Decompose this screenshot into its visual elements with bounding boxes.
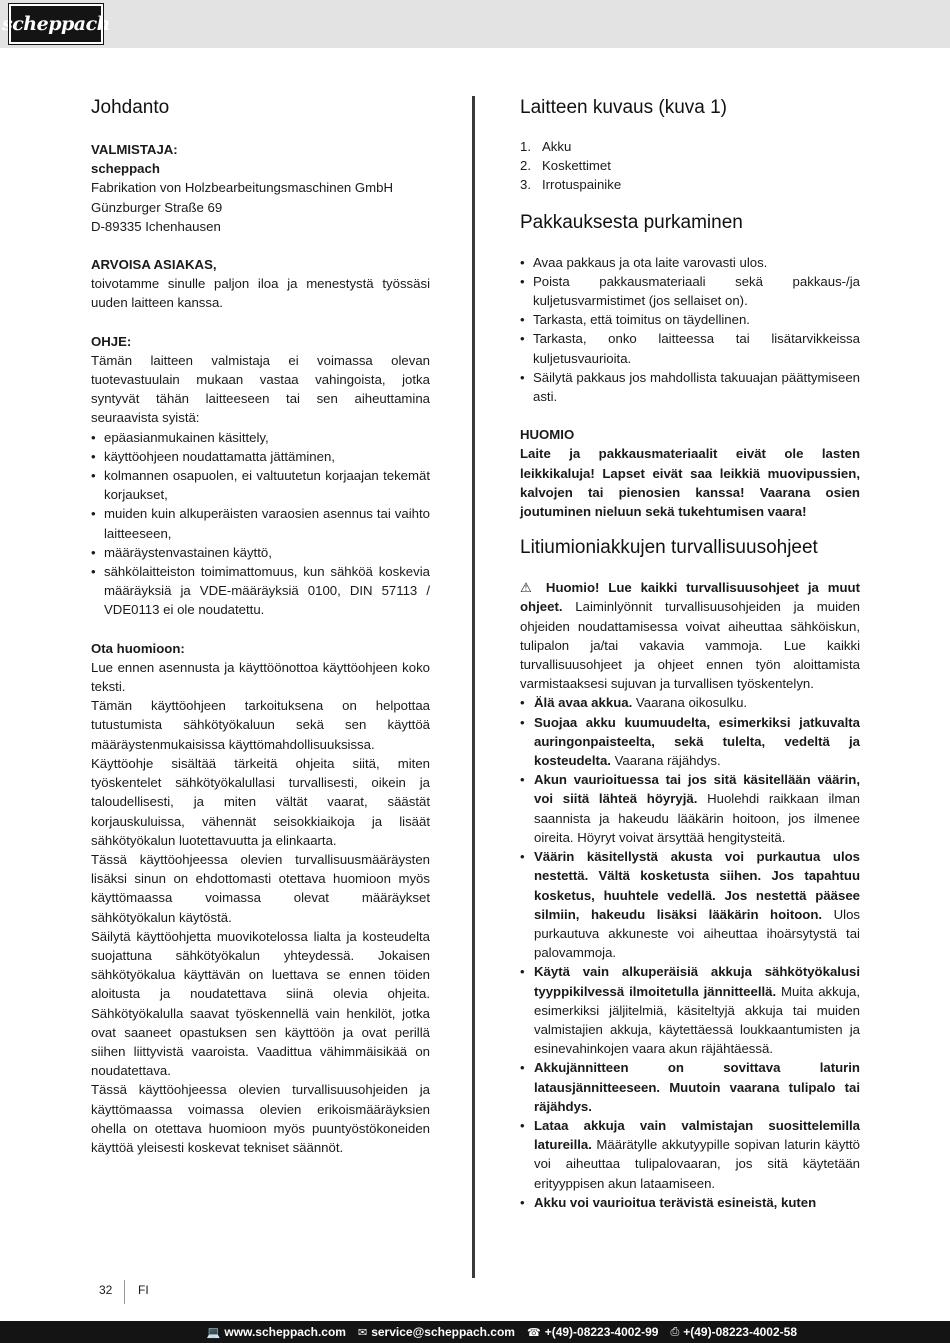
safety-intro: ⚠ Huomio! Lue kaikki turvallisuusohjeet ja muut ohjeet. Laiminlyönnit turvallisuusohjeiden ja muiden ohjeiden noudattamisessa voivat aiheuttaa sähköiskun, tulipalon ja/tai vakavia vammoja. Lue kaikki turvallisuusohjeet ja ohjeet ennen työn aloittamista varmistaaksesi sujuvan ja turvallisen työskentelyn. [520, 580, 860, 692]
list-item: • käyttöohjeen noudattamatta jättäminen, [91, 447, 430, 466]
description-list [520, 137, 860, 195]
list-item: • kolmannen osapuolen, ei valtuutetun korjaajan tekemät korjaukset, [91, 466, 430, 504]
language-code: FI [138, 1283, 149, 1297]
column-divider [472, 96, 475, 1278]
phone-number: +(49)-08223-4002-99 [544, 1325, 659, 1339]
customer-label: ARVOISA ASIAKAS, [91, 257, 217, 273]
scheppach-logo [2, 4, 110, 44]
note-text: Tämän laitteen valmistaja ei voimassa olevan tuotevastuulain mukaan vastaa vahingoista, jotka syntyvät tähän laitteeseen tai sen aiheuttamina seuraavista syistä: [91, 352, 430, 426]
computer-icon: 💻 [206, 1326, 221, 1339]
list-item: • Tarkasta, onko laitteessa tai lisätarvikkeissa kuljetusvaurioita. [520, 329, 860, 367]
attention-paragraph: Säilytä käyttöohjetta muovikotelossa lialta ja kosteudelta suojattuna sähkötyökalun yhteydessä. Jokaisen sähkötyökalua käyttävän on luettava se ennen töiden aloitusta ja noudatettava siinä olevia ohjeita. Sähkötyökalulla saavat työskennellä vain henkilöt, jotka ovat saaneet opastuksen sen käyttöön ja ovat perillä siihen liittyvistä vaaroista. Vaadittua vähimmäisikää on noudatettava. [91, 928, 430, 1079]
website-item[interactable] [207, 1325, 346, 1339]
address-line: Fabrikation von Holzbearbeitungsmaschinen GmbH [91, 180, 393, 196]
intro-heading: Johdanto [91, 97, 170, 118]
list-item: 2. Koskettimet [520, 158, 611, 174]
contact-bar [0, 1321, 950, 1343]
website-link[interactable]: www.scheppach.com [224, 1325, 346, 1339]
note-label: OHJE: [91, 333, 132, 349]
list-item: • Akkujännitteen on sovittava laturin latausjännitteeseen. Muutoin vaarana tulipalo tai räjähdys. [520, 1058, 860, 1116]
list-item: • Säilytä pakkaus jos mahdollista takuuajan päättymiseen asti. [520, 368, 860, 406]
list-item: • määräystenvastainen käyttö, [91, 543, 430, 562]
mail-icon: ✉ [357, 1326, 368, 1339]
footer-divider [124, 1280, 125, 1304]
safety-heading: Litiumioniakkujen turvallisuusohjeet [520, 537, 818, 559]
manufacturer-label: VALMISTAJA: [91, 142, 178, 157]
huomio-text: Laite ja pakkausmateriaalit eivät ole lasten leikkikaluja! Lapset eivät saa leikkiä muovipussien, kalvojen tai pienosien kanssa! Vaarana osien joutuminen nieluun sekä tukehtumisen vaara! [520, 446, 860, 520]
list-item: • Akun vaurioituessa tai jos sitä käsitellään väärin, voi siitä lähteä höyryjä. Huolehdi raikkaan ilman saannista ja hakeudu lääkärin hoitoon, jos ilmenee oireita. Höyryt voivat ärsyttää hengitysteitä. [520, 770, 860, 847]
list-item: 3. Irrotuspainike [520, 177, 622, 193]
phone-icon: ☎ [526, 1326, 541, 1339]
list-item: • Väärin käsitellystä akusta voi purkautua ulos nestettä. Vältä kosketusta siihen. Jos tapahtuu kosketus, huuhtele vedellä. Jos nestettä pääsee silmiin, hakeudu lisäksi lääkärin hoitoon. Ulos purkautuva akkuneste voi aiheuttaa ihoärsytystä tai palovammoja. [520, 847, 860, 962]
huomio-label: HUOMIO [520, 427, 575, 443]
list-item: • sähkölaitteiston toimimattomuus, kun sähköä koskevia määräyksiä ja VDE-määräyksiä 0100, DIN 57113 / VDE0113 ei ole noudatettu. [91, 562, 430, 620]
manufacturer-name: scheppach [91, 161, 160, 177]
address-line: Günzburger Straße 69 [91, 199, 223, 215]
list-item: • Älä avaa akkua. Vaarana oikosulku. [520, 693, 860, 712]
list-item: 1. Akku [520, 139, 572, 154]
email-item[interactable] [358, 1325, 515, 1339]
warning-triangle-icon: ⚠ [520, 580, 546, 596]
attention-paragraph: Tässä käyttöohjeessa olevien turvallisuusohjeiden ja käyttömaassa voimassa olevien erikoismääräyksien ohella on otettava huomioon myös puuntyöstökoneiden käyttöä yleisesti koskevat tekniset säännöt. [91, 1082, 430, 1155]
note-list [91, 428, 430, 620]
address-line: D-89335 Ichenhausen [91, 218, 221, 234]
phone-item [527, 1325, 658, 1339]
list-item: • Akku voi vaurioitua terävistä esineistä, kuten [520, 1193, 860, 1212]
list-item: • Käytä vain alkuperäisiä akkuja sähkötyökalusi tyyppikilvessä ilmoitetulla jännitteellä. Muita akkuja, esimerkiksi jäljitelmiä, käsiteltyjä akkuja tai muiden valmistajien akkuja, käytettäessä loukkaantumisten ja esinevahinkojen vaara akun räjähtäessä. [520, 962, 860, 1058]
fax-icon: ⎙ [670, 1325, 680, 1338]
list-item: • Lataa akkuja vain valmistajan suosittelemilla latureilla. Määrätylle akkutyypille sopivan laturin käyttö voi aiheuttaa tulipalovaaran, jos sitä käytetään erityyppisen akun lataamiseen. [520, 1116, 860, 1193]
attention-paragraph: Tässä käyttöohjeessa olevien turvallisuusmääräysten lisäksi sinun on ehdottomasti otettava huomioon myös käyttömaassa voimassa olevat määräykset sähkötyökalun käytöstä. [91, 851, 430, 925]
left-column [91, 96, 430, 1157]
list-item: • Avaa pakkaus ja ota laite varovasti ulos. [520, 253, 860, 272]
unpacking-list [520, 253, 860, 407]
header-bar [0, 0, 950, 48]
safety-list [520, 693, 860, 1211]
attention-paragraph: Lue ennen asennusta ja käyttöönottoa käyttöohjeen koko teksti. [91, 659, 430, 695]
list-item: • Poista pakkausmateriaali sekä pakkaus-/ja kuljetusvarmistimet (jos sellaiset on). [520, 272, 860, 310]
customer-text: toivotamme sinulle paljon iloa ja menestystä työssäsi uuden laitteen kanssa. [91, 276, 430, 311]
right-column [520, 96, 860, 1212]
list-item: • Suojaa akku kuumuudelta, esimerkiksi jatkuvalta auringonpaisteelta, sekä tulelta, vedeltä ja kosteudelta. Vaarana räjähdys. [520, 713, 860, 771]
logo-text: scheppach [2, 13, 110, 35]
attention-paragraph: Tämän käyttöohjeen tarkoituksena on helpottaa tutustumista sähkötyökaluun sekä sen käyttöä määräystenmukaisissa käyttömahdollisuuksissa. [91, 698, 430, 752]
attention-paragraph: Käyttöohje sisältää tärkeitä ohjeita siitä, miten työskentelet sähkötyökalullasi turvallisesti, oikein ja taloudellisesti, ja miten vältät vaarat, säästät korjauskuluissa, vähennät seisokkiaikoja ja lisäät sähkötyökalun luotettavuutta ja elinkaarta. [91, 755, 430, 848]
fax-number: +(49)-08223-4002-58 [683, 1325, 797, 1339]
list-item: • epäasianmukainen käsittely, [91, 428, 430, 447]
description-heading: Laitteen kuvaus (kuva 1) [520, 97, 728, 118]
list-item: • muiden kuin alkuperäisten varaosien asennus tai vaihto laitteeseen, [91, 504, 430, 542]
page-number: 32 [99, 1283, 113, 1297]
attention-label: Ota huomioon: [91, 640, 185, 656]
fax-item [670, 1325, 797, 1339]
email-link[interactable]: service@scheppach.com [371, 1325, 515, 1339]
list-item: • Tarkasta, että toimitus on täydellinen. [520, 310, 860, 329]
unpacking-heading: Pakkauksesta purkaminen [520, 211, 743, 233]
